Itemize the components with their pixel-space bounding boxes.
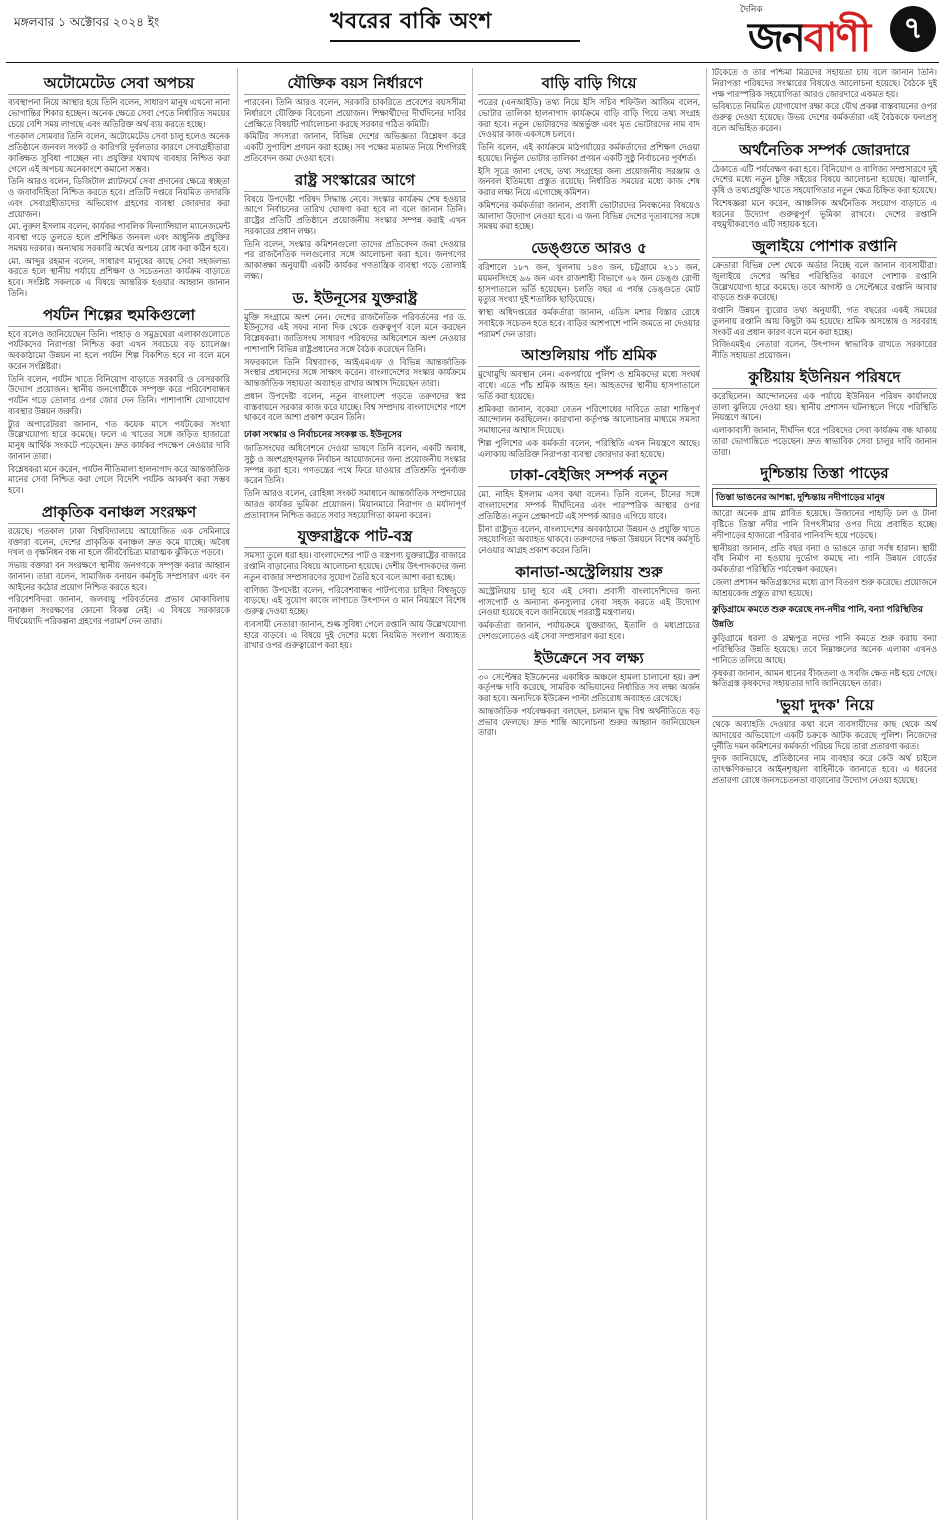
story-paragraph: মো. নুরুল ইসলাম বলেন, কার্যকর পাবলিক ফিন্যান্সিয়াল ম্যানেজমেন্ট ব্যবস্থা গড়ে তুলতে হলে প্রশিক্ষিত জনবল এবং আধুনিক প্রযুক্তির সমন্বয় দরকার। অন্যথায় সরকারি অর্থের অপচয় রোধ করা কঠিন হবে।: [8, 222, 230, 253]
story-paragraph: বিশ্লেষকরা মনে করেন, পর্যটন নীতিমালা হালনাগাদ করে আন্তর্জাতিক মানের সেবা নিশ্চিত করা গেলে বিদেশি পর্যটক আকর্ষণ করা সম্ভব হবে।: [8, 464, 230, 495]
section-title: খবরের বাকি অংশ: [330, 8, 492, 34]
story-subheading: কুড়িগ্রামে কমতে শুরু করেছে নদ-নদীর পানি, বন্যা পরিস্থিতির উন্নতি: [712, 604, 923, 630]
story-paragraph: কৃষকরা জানান, আমন ধানের বীজতলা ও সবজি ক্ষেত নষ্ট হয়ে গেছে। ক্ষতিগ্রস্ত কৃষকদের সহায়তার দাবি জানিয়েছেন তারা।: [712, 668, 937, 689]
story-paragraph: আন্তর্জাতিক পর্যবেক্ষকরা বলছেন, চলমান যুদ্ধ বিশ্ব অর্থনীতিতে বড় প্রভাব ফেলছে। দ্রুত শান্তি আলোচনা শুরুর আহ্বান জানিয়েছেন তারা।: [478, 706, 700, 738]
story-paragraph: শ্রমিকরা জানান, বকেয়া বেতন পরিশোধের দাবিতে তারা শান্তিপূর্ণ আন্দোলন করছিলেন। কারখানা কর্তৃপক্ষ আলোচনার মাধ্যমে সমস্যা সমাধানের আশ্বাস দিয়েছে।: [478, 404, 700, 435]
story-box-subheadline: তিস্তা ভাঙনের আশঙ্কা, দুশ্চিন্তায় নদীপাড়ের মানুষ: [712, 488, 937, 507]
column-2: [244, 68, 466, 1518]
story-paragraph: পরিবেশবিদরা জানান, জলবায়ু পরিবর্তনের প্রভাব মোকাবিলায় বনাঞ্চল সংরক্ষণের কোনো বিকল্প নেই। এ বিষয়ে সরকারকে দীর্ঘমেয়াদি পরিকল্পনা গ্রহণের পরামর্শ দেন তারা।: [8, 595, 230, 626]
story-headline: জুলাইয়ে পোশাক রপ্তানি: [712, 237, 937, 258]
story-paragraph: মুখোমুখি অবস্থান নেন। একপর্যায়ে পুলিশ ও শ্রমিকদের মধ্যে সংঘর্ষ বাধে। এতে পাঁচ শ্রমিক আহত হন। আহতদের স্থানীয় হাসপাতালে ভর্তি করা হয়েছে।: [478, 370, 700, 401]
issue-date: মঙ্গলবার ১ অক্টোবর ২০২৪ ইং: [14, 15, 160, 29]
story-headline: যুক্তরাষ্ট্রকে পাট-বস্ত্র: [244, 527, 466, 548]
story-headline: যৌক্তিক বয়স নির্ধারণে: [244, 74, 466, 95]
story-paragraph: জেলা প্রশাসন ক্ষতিগ্রস্তদের মধ্যে ত্রাণ বিতরণ শুরু করেছে। প্রয়োজনে আশ্রয়কেন্দ্র প্রস্তুত রাখা হয়েছে।: [712, 577, 937, 598]
news-story: [712, 237, 937, 362]
news-story: [8, 306, 230, 497]
masthead-rule: [6, 62, 939, 63]
brand-prefix: দৈনিক: [740, 5, 763, 15]
news-story: [244, 527, 466, 652]
news-story: [478, 74, 700, 233]
story-paragraph: ঠেকাতে এটি পর্যবেক্ষণ করা হবে। বিনিয়োগ ও বাণিজ্য সম্প্রসারণে দুই দেশের মধ্যে নতুন চুক্তি সইয়ের বিষয়ে আলোচনা হয়েছে। জ্বালানি, কৃষি ও তথ্যপ্রযুক্তি খাতে সহযোগিতার নতুন ক্ষেত্র চিহ্নিত করা হয়েছে।: [712, 164, 937, 195]
story-headline: রাষ্ট্র সংস্কারের আগে: [244, 171, 466, 192]
news-story: [244, 289, 466, 522]
story-paragraph: হবে বলেও জানিয়েছেন তিনি। পাহাড় ও সমুদ্রঘেরা এলাকাগুলোতে পর্যটকদের নিরাপত্তা নিশ্চিত করা এখন সবচেয়ে বড় চ্যালেঞ্জ। অবকাঠামো উন্নয়ন না হলে পর্যটন শিল্প বিকশিত হবে না বলে মনে করেন সংশ্লিষ্টরা।: [8, 329, 230, 371]
story-headline: আশুলিয়ায় পাঁচ শ্রমিক: [478, 346, 700, 367]
story-paragraph: ব্যবসায়ী নেতারা জানান, শুল্ক সুবিধা পেলে রপ্তানি আয় উল্লেখযোগ্য হারে বাড়বে। এ বিষয়ে দুই দেশের মধ্যে নিয়মিত সংলাপ অব্যাহত রাখার ওপর গুরুত্বারোপ করা হয়।: [244, 619, 466, 651]
story-paragraph: কুড়িগ্রামে ধরলা ও ব্রহ্মপুত্র নদের পানি কমতে শুরু করায় বন্যা পরিস্থিতির উন্নতি হয়েছে। তবে নিম্নাঞ্চলের অনেক এলাকা এখনও পানিতে তলিয়ে আছে।: [712, 634, 937, 665]
story-headline: দুশ্চিন্তায় তিস্তা পাড়ের: [712, 464, 937, 485]
story-paragraph: তিনি বলেন, পর্যটন খাতে বিনিয়োগ বাড়াতে সরকারি ও বেসরকারি উদ্যোগ প্রয়োজন। স্থানীয় জনগোষ্ঠীকে সম্পৃক্ত করে পরিবেশবান্ধব পর্যটন গড়ে তোলার ওপর জোর দেন তিনি। পাশাপাশি যোগাযোগ ব্যবস্থার উন্নয়ন জরুরি।: [8, 374, 230, 416]
news-story: [478, 239, 700, 340]
brand-name-part1: জন: [748, 15, 804, 61]
story-paragraph: ইসি সূত্রে জানা গেছে, তথ্য সংগ্রহের জন্য প্রয়োজনীয় সরঞ্জাম ও জনবল ইতিমধ্যে প্রস্তুত রয়েছে। নির্ধারিত সময়ের মধ্যে কাজ শেষ করার লক্ষ্য নিয়ে এগোচ্ছে কমিশন।: [478, 166, 700, 197]
column-divider: [706, 68, 707, 1520]
story-paragraph: সমস্যা তুলে ধরা হয়। বাংলাদেশের পাট ও বস্ত্রপণ্য যুক্তরাষ্ট্রের বাজারে রপ্তানি বাড়ানোর বিষয়ে আলোচনা হয়েছে। দেশীয় উৎপাদকদের জন্য নতুন বাজার সম্প্রসারণের সুযোগ তৈরি হবে বলে আশা করা হচ্ছে।: [244, 551, 466, 582]
story-headline: অটোমেটেড সেবা অপচয়: [8, 74, 230, 95]
story-headline: অর্থনৈতিক সম্পর্ক জোরদারে: [712, 141, 937, 162]
news-story: [478, 649, 700, 740]
story-paragraph: তিনি আরও বলেন, রোহিঙ্গা সংকট সমাধানে আন্তর্জাতিক সম্প্রদায়ের আরও কার্যকর ভূমিকা প্রয়োজন। মিয়ানমারে নিরাপদ ও মর্যাদাপূর্ণ প্রত্যাবাসন নিশ্চিত করতে সবার সহযোগিতা কামনা করেন।: [244, 489, 466, 520]
story-paragraph: তিনি বলেন, সংস্কার কমিশনগুলো তাদের প্রতিবেদন জমা দেওয়ার পর রাজনৈতিক দলগুলোর সঙ্গে আলোচনা করা হবে। জনগণের আকাঙ্ক্ষা অনুযায়ী একটি কার্যকর গণতান্ত্রিক ব্যবস্থা গড়ে তোলাই লক্ষ্য।: [244, 239, 466, 281]
story-paragraph: দুদক জানিয়েছে, প্রতিষ্ঠানের নাম ব্যবহার করে কেউ অর্থ চাইলে তাৎক্ষণিকভাবে আইনশৃঙ্খলা বাহিনীকে জানাতে হবে। এ ধরনের প্রতারণা রোধে জনসচেতনতা বাড়ানোর উদ্যোগ নেওয়া হয়েছে।: [712, 754, 937, 785]
story-headline: পর্যটন শিল্পের হুমকিগুলো: [8, 306, 230, 327]
story-paragraph: জাতিসংঘের অধিবেশনে দেওয়া ভাষণে তিনি বলেন, একটি অবাধ, সুষ্ঠু ও অংশগ্রহণমূলক নির্বাচন আয়োজনের জন্য প্রয়োজনীয় সংস্কার সম্পন্ন করা হবে। গণতন্ত্রের পথে ফিরে যাওয়ার প্রতিশ্রুতি পুনর্ব্যক্ত করেন তিনি।: [244, 444, 466, 486]
story-paragraph: শিল্প পুলিশের এক কর্মকর্তা বলেন, পরিস্থিতি এখন নিয়ন্ত্রণে আছে। এলাকায় অতিরিক্ত নিরাপত্তা ব্যবস্থা জোরদার করা হয়েছে।: [478, 438, 700, 459]
column-4: [712, 68, 937, 1518]
story-paragraph: মুক্তি সংগ্রামে অংশ নেন। দেশের রাজনৈতিক পরিবর্তনের পর ড. ইউনূসের এই সফর নানা দিক থেকে গুরুত্বপূর্ণ বলে মনে করছেন বিশ্লেষকরা। জাতিসংঘ সাধারণ পরিষদের অধিবেশনে অংশ নেওয়ার পাশাপাশি বিভিন্ন রাষ্ট্রপ্রধানের সঙ্গে বৈঠক করেছেন তিনি।: [244, 312, 466, 354]
story-paragraph: ভবিষ্যতে নিয়মিত যোগাযোগ রক্ষা করে যৌথ প্রকল্প বাস্তবায়নের ওপর গুরুত্ব দেওয়া হয়েছে। উভয় দেশের কর্মকর্তারা এই বৈঠককে ফলপ্রসূ বলে অভিহিত করেন।: [712, 102, 937, 133]
story-paragraph: মো. নাহিদ ইসলাম এসব কথা বলেন। তিনি বলেন, চীনের সঙ্গে বাংলাদেশের সম্পর্ক দীর্ঘদিনের এবং পারস্পরিক আস্থার ওপর প্রতিষ্ঠিত। নতুন প্রেক্ষাপটে এই সম্পর্ক আরও এগিয়ে যাবে।: [478, 490, 700, 521]
story-paragraph: গতকাল সোমবার তিনি বলেন, অটোমেটেড সেবা চালু হলেও অনেক প্রতিষ্ঠানে জনবল সংকট ও কারিগরি দুর্বলতার কারণে সেবাগ্রহীতারা কাঙ্ক্ষিত সুবিধা পাচ্ছেন না। প্রযুক্তির যথাযথ ব্যবহার নিশ্চিত করা গেলে এই অপচয় অনেকাংশে কমানো সম্ভব।: [8, 132, 230, 174]
story-paragraph: কমিটির সদস্যরা জানান, বিভিন্ন দেশের অভিজ্ঞতা বিশ্লেষণ করে একটি সুপারিশ প্রণয়ন করা হচ্ছে। সব পক্ষের মতামত নিয়ে শিগগিরই প্রতিবেদন জমা দেওয়া হবে।: [244, 132, 466, 163]
news-story: [8, 503, 230, 628]
story-paragraph: আরো অনেক গ্রাম প্লাবিত হয়েছে। উজানের পাহাড়ি ঢল ও টানা বৃষ্টিতে তিস্তা নদীর পানি বিপৎসীমার ওপর দিয়ে প্রবাহিত হচ্ছে। নদীপাড়ের হাজারো পরিবার পানিবন্দি হয়ে পড়েছে।: [712, 509, 937, 540]
story-headline: কানাডা-অস্ট্রেলিয়ায় শুরু: [478, 563, 700, 584]
story-paragraph: সফরকালে তিনি বিশ্বব্যাংক, আইএমএফ ও বিভিন্ন আন্তর্জাতিক সংস্থার প্রধানদের সঙ্গে সাক্ষাৎ করেন। বাংলাদেশের সংস্কার কার্যক্রমে আন্তর্জাতিক সহায়তা অব্যাহত রাখার আশ্বাস দিয়েছেন তারা।: [244, 357, 466, 388]
story-paragraph: চীনা রাষ্ট্রদূত বলেন, বাংলাদেশের অবকাঠামো উন্নয়ন ও প্রযুক্তি খাতে সহযোগিতা অব্যাহত থাকবে। তরুণদের দক্ষতা উন্নয়নে বিশেষ কর্মসূচি নেওয়ার আগ্রহ প্রকাশ করেন তিনি।: [478, 524, 700, 555]
story-headline: বাড়ি বাড়ি গিয়ে: [478, 74, 700, 95]
story-paragraph: টিকেতে ও তার পশ্চিমা মিত্রদের সহায়তা চায় বলে জানান তিনি। নিরাপত্তা পরিষদের সংস্কারের বিষয়েও আলোচনা হয়েছে। বৈঠকে দুই পক্ষ পারস্পরিক সহযোগিতা আরও জোরদারে একমত হয়।: [712, 68, 937, 99]
story-paragraph: স্বাস্থ্য অধিদপ্তরের কর্মকর্তারা জানান, এডিস মশার বিস্তার রোধে সবাইকে সচেতন হতে হবে। বাড়ির আশপাশে পানি জমতে না দেওয়ার পরামর্শ দেন তারা।: [478, 308, 700, 339]
brand-logo: [740, 2, 940, 60]
story-headline: ড. ইউনূসের যুক্তরাষ্ট্র: [244, 289, 466, 310]
column-3: [478, 68, 700, 1518]
story-headline: ডেঙ্গুতে আরও ৫: [478, 239, 700, 260]
story-paragraph: কর্মকর্তারা জানান, পর্যায়ক্রমে যুক্তরাজ্য, ইতালি ও মধ্যপ্রাচ্যের দেশগুলোতেও এই সেবা সম্প্রসারণ করা হবে।: [478, 621, 700, 641]
story-paragraph: বিশেষজ্ঞরা মনে করেন, আঞ্চলিক অর্থনৈতিক সংযোগ বাড়াতে এ ধরনের উদ্যোগ গুরুত্বপূর্ণ ভূমিকা রাখবে। দেশের রপ্তানি বহুমুখীকরণেও এটি সহায়ক হবে।: [712, 198, 937, 230]
story-headline: প্রাকৃতিক বনাঞ্চল সংরক্ষণ: [8, 503, 230, 524]
story-subheading: ঢাকা সংস্কার ও নির্বাচনের সংকল্প ড. ইউনূসের: [244, 429, 402, 439]
story-paragraph: কমিশনের কর্মকর্তারা জানান, প্রবাসী ভোটারদের নিবন্ধনের বিষয়েও আলাদা উদ্যোগ নেওয়া হবে। এ জন্য বিভিন্ন দেশের দূতাবাসের সঙ্গে সমন্বয় করা হচ্ছে।: [478, 200, 700, 232]
column-divider: [237, 68, 238, 1520]
story-headline: ঢাকা-বেইজিং সম্পর্ক নতুন: [478, 466, 700, 487]
story-paragraph: বাণিজ্য উপদেষ্টা বলেন, পরিবেশবান্ধব পাটপণ্যের চাহিদা বিশ্বজুড়ে বাড়ছে। এই সুযোগ কাজে লাগাতে উৎপাদন ও মান নিয়ন্ত্রণে বিশেষ গুরুত্ব দেওয়া হচ্ছে।: [244, 585, 466, 616]
story-paragraph: ব্যবস্থাপনা নিয়ে আস্থার হয়ে তিনি বলেন, সাধারণ মানুষ এখনো নানা ভোগান্তির শিকার হচ্ছেন। অনেক ক্ষেত্রে সেবা পেতে নির্ধারিত সময়ের চেয়ে বেশি সময় লাগছে এবং অতিরিক্ত অর্থ ব্যয় করতে হচ্ছে।: [8, 98, 230, 129]
story-headline: ইউক্রেনে সব লক্ষ্য: [478, 649, 700, 670]
news-story: [478, 346, 700, 460]
news-story: [712, 141, 937, 232]
story-paragraph: বিষয়ে উপদেষ্টা পরিষদ সিদ্ধান্ত নেবে। সংস্কার কার্যক্রম শেষ হওয়ার আগে নির্বাচনের তারিখ ঘোষণা করা হবে না বলে জানান তিনি। রাষ্ট্রের প্রতিটি প্রতিষ্ঠানে প্রয়োজনীয় সংস্কার সম্পন্ন করাই এখন সরকারের প্রধান লক্ষ্য।: [244, 194, 466, 236]
story-paragraph: প্রধান উপদেষ্টা বলেন, নতুন বাংলাদেশ গড়তে তরুণদের স্বপ্ন বাস্তবায়নে সরকার কাজ করে যাচ্ছে। বিশ্ব সম্প্রদায় বাংলাদেশের পাশে থাকবে বলে আশা প্রকাশ করেন তিনি।: [244, 391, 466, 423]
section-title-underline: [330, 40, 580, 42]
column-1: [8, 68, 230, 1518]
news-story: [8, 74, 230, 300]
story-paragraph: বরিশালে ১৮৭ জন, খুলনায় ১৪৩ জন, চট্টগ্রামে ২১১ জন, ময়মনসিংহে ৯৬ জন এবং রাজশাহী বিভাগে ৬২ জন ডেঙ্গু রোগী হাসপাতালে ভর্তি হয়েছেন। চলতি বছর এ পর্যন্ত ডেঙ্গুতে মোট মৃত্যুর সংখ্যা দুই শতাধিক ছাড়িয়েছে।: [478, 263, 700, 305]
news-story: [244, 74, 466, 165]
story-paragraph: এলাকাবাসী জানান, দীর্ঘদিন ধরে পরিষদের সেবা কার্যক্রম বন্ধ থাকায় তারা ভোগান্তিতে পড়েছেন। দ্রুত স্বাভাবিক সেবা চালুর দাবি জানান তারা।: [712, 426, 937, 457]
story-paragraph: পারবেন। তিনি আরও বলেন, সরকারি চাকরিতে প্রবেশের বয়সসীমা নির্ধারণে যৌক্তিক বিবেচনা প্রয়োজন। শিক্ষার্থীদের দীর্ঘদিনের দাবির প্রেক্ষিতে বিষয়টি পর্যালোচনা করছে সরকার গঠিত কমিটি।: [244, 98, 466, 129]
story-paragraph: স্থানীয়রা জানান, প্রতি বছর বন্যা ও ভাঙনে তারা সর্বস্ব হারান। স্থায়ী বাঁধ নির্মাণ না হওয়ায় দুর্ভোগ কমছে না। পানি উন্নয়ন বোর্ডের কর্মকর্তারা পরিস্থিতি পর্যবেক্ষণ করছেন।: [712, 543, 937, 574]
page-number-badge: ৭: [890, 6, 936, 52]
story-paragraph: ৩০ সেপ্টেম্বর ইউক্রেনের একাধিক অঞ্চলে হামলা চালানো হয়। রুশ কর্তৃপক্ষ দাবি করেছে, সামরিক অভিযানের নির্ধারিত সব লক্ষ্য অর্জন করা হবে। অন্যদিকে ইউক্রেন পাল্টা প্রতিরোধ অব্যাহত রেখেছে।: [478, 672, 700, 703]
news-story: [712, 696, 937, 787]
story-paragraph: সভায় বক্তারা বন সংরক্ষণে স্থানীয় জনগণকে সম্পৃক্ত করার আহ্বান জানান। তারা বলেন, সামাজিক বনায়ন কর্মসূচি সম্প্রসারণ এবং বন আইনের কঠোর প্রয়োগ নিশ্চিত করতে হবে।: [8, 561, 230, 592]
story-paragraph: তিনি আরও বলেন, ডিজিটাল প্ল্যাটফর্মে সেবা প্রদানের ক্ষেত্রে স্বচ্ছতা ও জবাবদিহিতা নিশ্চিত করতে হবে। প্রতিটি দপ্তরে নিয়মিত তদারকি এবং সেবাগ্রহীতাদের অভিযোগ গ্রহণের ব্যবস্থা জোরদার করা প্রয়োজন।: [8, 177, 230, 219]
story-paragraph: পত্রের (এনআইডি) তথ্য নিয়ে ইসি সচিব শফিউল আজিম বলেন, ভোটার তালিকা হালনাগাদ কার্যক্রমে বাড়ি বাড়ি গিয়ে তথ্য সংগ্রহ করা হবে। নতুন ভোটারদের অন্তর্ভুক্ত এবং মৃত ভোটারদের নাম বাদ দেওয়ার কাজ একসঙ্গে চলবে।: [478, 98, 700, 140]
story-paragraph: রপ্তানি উন্নয়ন ব্যুরোর তথ্য অনুযায়ী, গত বছরের একই সময়ের তুলনায় রপ্তানি আয় কিছুটা কম হয়েছে। শ্রমিক অসন্তোষ ও সরবরাহ সংকট এর প্রধান কারণ বলে মনে করা হচ্ছে।: [712, 306, 937, 337]
brand-name-part2: বাণী: [803, 15, 870, 61]
story-headline: 'ভুয়া দুদক' নিয়ে: [712, 696, 937, 717]
story-paragraph: অস্ট্রেলিয়ায় চালু হবে এই সেবা। প্রবাসী বাংলাদেশিদের জন্য পাসপোর্ট ও অন্যান্য কনস্যুলার সেবা সহজ করতে এই উদ্যোগ নেওয়া হয়েছে বলে জানিয়েছে পররাষ্ট্র মন্ত্রণালয়।: [478, 586, 700, 618]
story-paragraph: রয়েছে। গতকাল ঢাকা বিশ্ববিদ্যালয়ে আয়োজিত এক সেমিনারে বক্তারা বলেন, দেশের প্রাকৃতিক বনাঞ্চল দ্রুত কমে যাচ্ছে। অবৈধ দখল ও বৃক্ষনিধন বন্ধ না হলে জীববৈচিত্র্য মারাত্মক ঝুঁকিতে পড়বে।: [8, 526, 230, 558]
story-paragraph: বিজিএমইএ নেতারা বলেন, উৎপাদন স্বাভাবিক রাখতে সরকারের নীতি সহায়তা প্রয়োজন।: [712, 340, 937, 360]
news-story: [478, 466, 700, 557]
news-story: [712, 68, 937, 135]
story-paragraph: থেকে অব্যাহতি দেওয়ার কথা বলে ব্যবসায়ীদের কাছ থেকে অর্থ আদায়ের অভিযোগে একটি চক্রকে আটক করেছে পুলিশ। নিজেদের দুর্নীতি দমন কমিশনের কর্মকর্তা পরিচয় দিয়ে তারা প্রতারণা করত।: [712, 720, 937, 751]
story-paragraph: মো. আব্দুর রহমান বলেন, সাধারণ মানুষের কাছে সেবা সহজলভ্য করতে হলে স্থানীয় পর্যায়ে প্রশিক্ষণ ও সচেতনতা কার্যক্রম বাড়াতে হবে। সংশ্লিষ্ট সকলকে এ বিষয়ে আন্তরিক হওয়ার আহ্বান জানান তিনি।: [8, 256, 230, 298]
news-story: [712, 464, 937, 690]
story-paragraph: ট্যুর অপারেটররা জানান, গত কয়েক মাসে পর্যটকের সংখ্যা উল্লেখযোগ্য হারে কমেছে। ফলে এ খাতের সঙ্গে জড়িত হাজারো মানুষ আর্থিক সংকটে পড়েছেন। দ্রুত কার্যকর পদক্ষেপ নেওয়ার দাবি জানান তারা।: [8, 419, 230, 461]
story-paragraph: করেছিলেন। আন্দোলনের এক পর্যায়ে ইউনিয়ন পরিষদ কার্যালয়ে তালা ঝুলিয়ে দেওয়া হয়। স্থানীয় প্রশাসন ঘটনাস্থলে গিয়ে পরিস্থিতি নিয়ন্ত্রণে আনে।: [712, 391, 937, 423]
column-divider: [472, 68, 473, 1520]
story-paragraph: ক্রেতারা বিভিন্ন দেশ থেকে অর্ডার নিচ্ছে বলে জানান ব্যবসায়ীরা। জুলাইয়ে দেশের অস্থির পরিস্থিতির কারণে পোশাক রপ্তানি উল্লেখযোগ্য হারে কমেছে। তবে আগস্ট ও সেপ্টেম্বরে রপ্তানি আবার বাড়তে শুরু করেছে।: [712, 261, 937, 303]
news-story: [712, 368, 937, 459]
story-headline: কুষ্টিয়ায় ইউনিয়ন পরিষদে: [712, 368, 937, 389]
news-story: [478, 563, 700, 643]
news-story: [244, 171, 466, 283]
story-paragraph: তিনি বলেন, এই কার্যক্রমে মাঠপর্যায়ের কর্মকর্তাদের প্রশিক্ষণ দেওয়া হয়েছে। নির্ভুল ভোটার তালিকা প্রণয়ন একটি সুষ্ঠু নির্বাচনের পূর্বশর্ত।: [478, 143, 700, 163]
masthead: [0, 0, 945, 64]
